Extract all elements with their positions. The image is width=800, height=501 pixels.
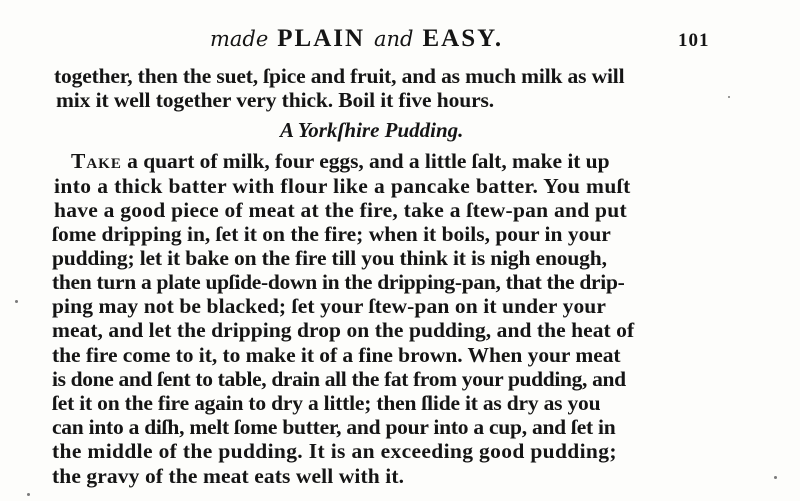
running-head-word-easy: EASY.: [422, 25, 504, 52]
text-line: into a thick batter with flour like a pancake batter. You muſt: [54, 174, 631, 198]
text-line: can into a diſh, melt ſome butter, and pour into a cup, and ſet in: [52, 415, 616, 439]
print-speck: [728, 96, 730, 98]
print-speck: [15, 300, 18, 303]
text-line: ping may not be blacked; ſet your ſtew-pan on it under your: [52, 294, 607, 318]
text-line: ſome dripping in, ſet it on the fire; when it boils, pour in your: [52, 222, 611, 246]
print-speck: [774, 476, 777, 479]
running-head-prefix: made: [210, 27, 269, 51]
text-line: the fire come to it, to make it of a fine brown. When your meat: [52, 343, 621, 367]
text-line: is done and ſent to table, drain all the fat from your pudding, and: [52, 367, 626, 391]
text-line: meat, and let the dripping drop on the pudding, and the heat of: [52, 318, 635, 342]
drop-word: Take: [71, 149, 122, 173]
running-head: [210, 23, 503, 53]
text-line: pudding; let it bake on the fire till you think it is nigh enough,: [52, 246, 607, 270]
text-line: together, then the suet, ſpice and fruit, and as much milk as will: [54, 64, 625, 88]
running-head-word-plain: PLAIN: [277, 25, 366, 52]
text-line: the gravy of the meat eats well with it.: [52, 464, 405, 488]
recipe-title: A Yorkſhire Pudding.: [280, 118, 464, 142]
running-head-connector: and: [374, 27, 414, 51]
text-line: the middle of the pudding. It is an exceeding good pudding;: [52, 439, 617, 463]
text-line: have a good piece of meat at the fire, take a ſtew-pan and put: [54, 198, 627, 222]
text-line: ſet it on the fire again to dry a little; then ſlide it as dry as you: [52, 391, 601, 415]
first-line-text: a quart of milk, four eggs, and a little ſalt, make it up: [121, 149, 610, 173]
text-line: then turn a plate upſide-down in the dripping-pan, that the drip-: [52, 270, 625, 294]
print-speck: [27, 493, 30, 496]
text-line-first: [71, 149, 800, 173]
text-line: mix it well together very thick. Boil it five hours.: [56, 88, 495, 112]
page-number: 101: [678, 30, 710, 51]
